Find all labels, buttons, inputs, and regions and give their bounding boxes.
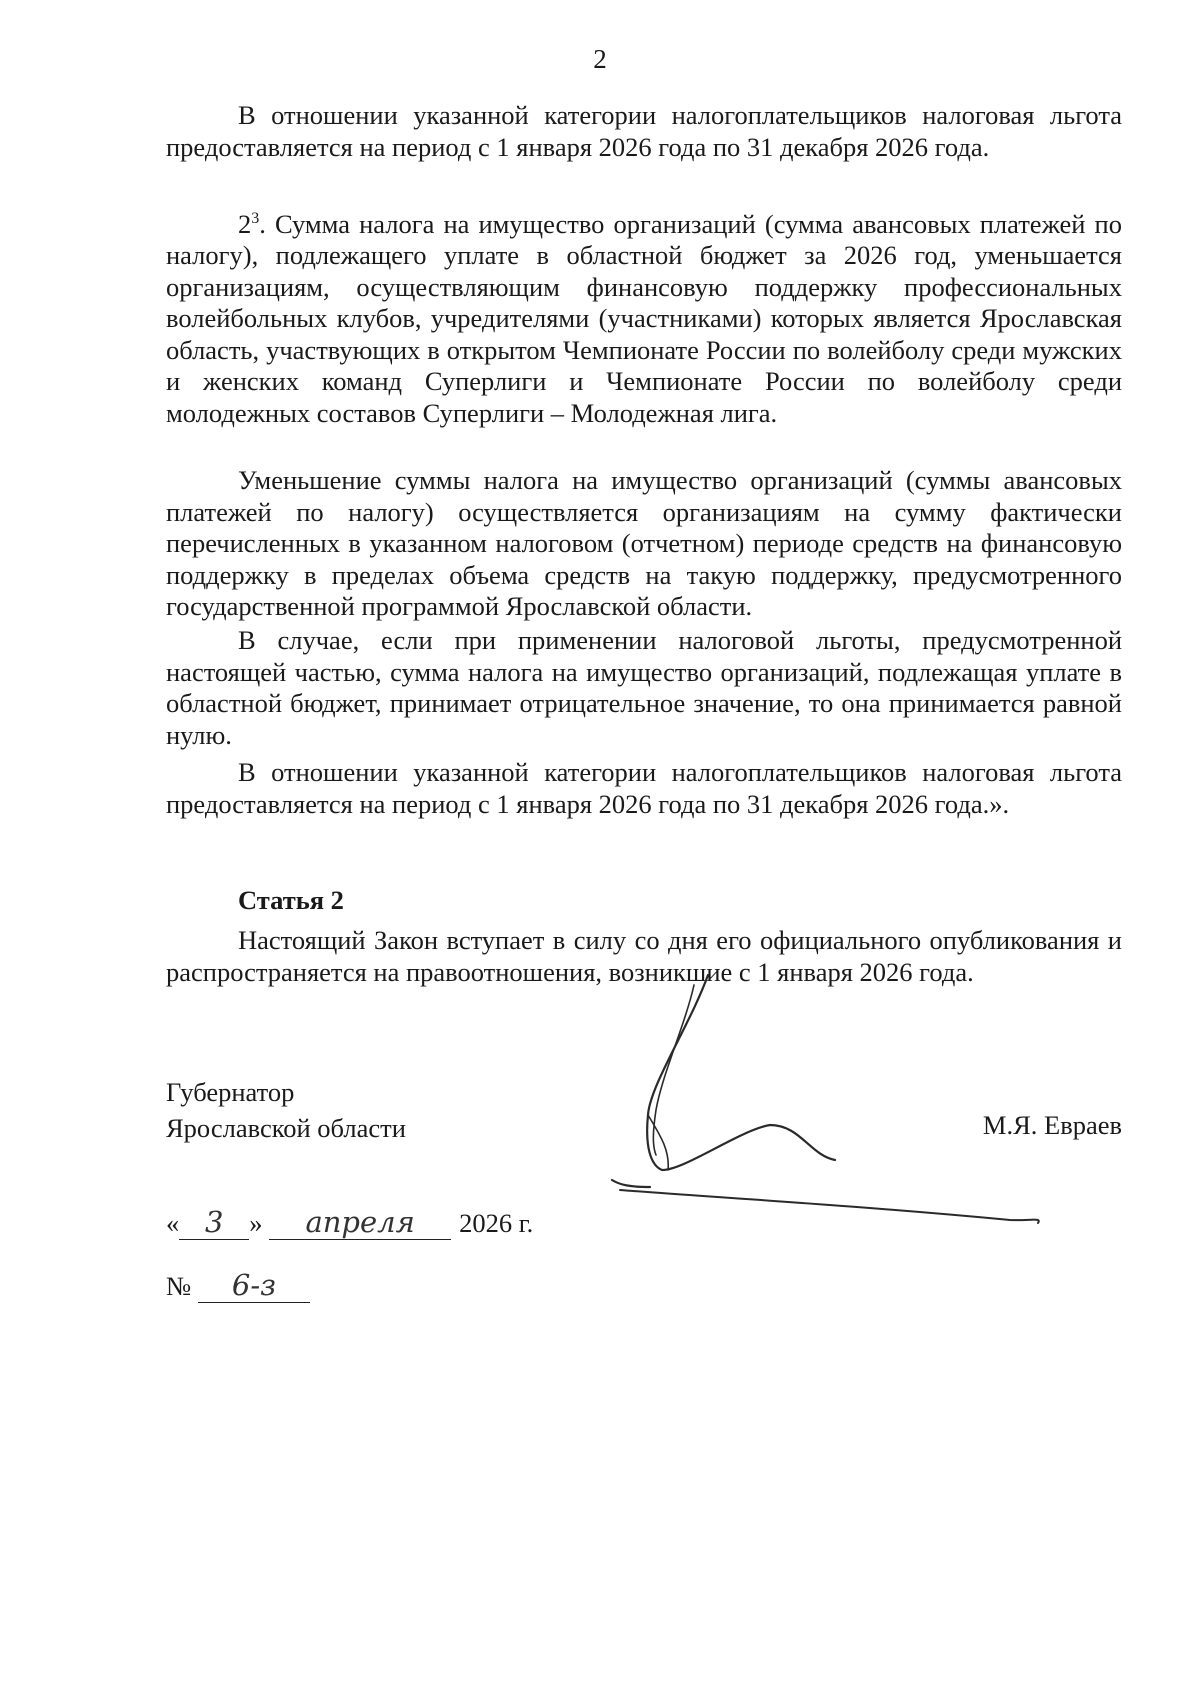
date-day: 3 <box>179 1205 249 1240</box>
handwritten-signature <box>590 965 1060 1225</box>
paragraph-2 <box>166 203 1122 429</box>
signing-date <box>166 1205 533 1240</box>
number-label: № <box>166 1271 192 1301</box>
paragraph-body: . Сумма налога на имущество организаций (сумма авансовых платежей по налогу), подлежащего уплате в областной бюджет за 2026 год, уменьшается организациям, осуществляющим финансовую поддержку профессиональных волейбольных клубов, учредителями (участниками) которых является Ярославская область, участвующих в открытом Чемпионате России по волейболу среди мужских и женских команд Суперлиги и Чемпионате России по волейболу среди молодежных составов Суперлиги – Молодежная лига. <box>166 208 1122 428</box>
paragraph-4 <box>166 625 1122 751</box>
paragraph-text: Настоящий Закон вступает в силу со дня его официального опубликования и распространяется на правоотношения, возникшие с 1 января 2026 года. <box>166 925 1122 987</box>
paragraph-3 <box>166 465 1122 623</box>
paragraph-text: В случае, если при применении налоговой льготы, предусмотренной настоящей частью, сумма налога на имущество организаций, подлежащая уплате в областной бюджет, принимает отрицательное значение, то она принимается равной нулю. <box>166 625 1122 750</box>
signer-name: М.Я. Евраев <box>982 1110 1122 1140</box>
date-month: апреля <box>269 1205 451 1240</box>
page-number: 2 <box>593 44 607 74</box>
paragraph-number: 2 <box>238 208 252 239</box>
paragraph-text: В отношении указанной категории налогоплательщиков налоговая льгота предоставляется на период с 1 января 2026 года по 31 декабря 2026 года. <box>166 100 1122 162</box>
signer-title-line: Губернатор <box>166 1077 295 1107</box>
number-value: 6-з <box>198 1268 310 1303</box>
article-heading: Статья 2 <box>238 885 344 915</box>
date-year: 2026 г. <box>459 1208 534 1238</box>
law-number <box>166 1268 310 1303</box>
paragraph-text: Уменьшение суммы налога на имущество организаций (суммы авансовых платежей по налогу) осуществляется организациям на сумму фактически перечисленных в указанном налоговом (отчетном) периоде средств на финансовую поддержку в пределах объема средств на такую поддержку, предусмотренного государственной программой Ярославской области. <box>166 465 1122 621</box>
paragraph-number-superscript: 3 <box>251 210 260 227</box>
paragraph-5 <box>166 757 1122 820</box>
signer-title-line: Ярославской области <box>166 1113 406 1143</box>
paragraph-1 <box>166 100 1122 163</box>
date-close-quote: » <box>249 1208 263 1238</box>
date-open-quote: « <box>166 1208 180 1238</box>
signer-title <box>166 1074 406 1146</box>
paragraph-text: В отношении указанной категории налогоплательщиков налоговая льгота предоставляется на период с 1 января 2026 года по 31 декабря 2026 года.». <box>166 757 1122 819</box>
paragraph-text <box>166 203 1122 429</box>
